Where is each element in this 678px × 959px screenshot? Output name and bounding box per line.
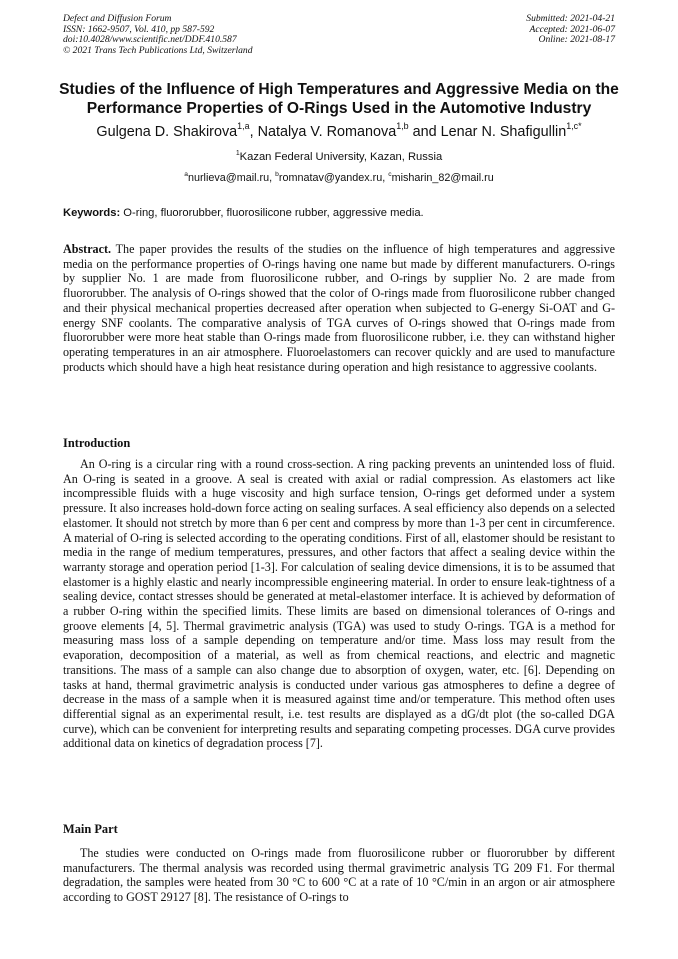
abstract-label: Abstract.	[63, 242, 112, 256]
submitted-date: Submitted: 2021-04-21	[526, 13, 615, 24]
section-heading-introduction: Introduction	[63, 436, 131, 450]
author-emails	[40, 171, 638, 185]
paper-title: Studies of the Influence of High Temperatures and Aggressive Media on the Performance Properties of O-Rings Used in the Automotive Industry	[59, 81, 619, 117]
introduction-paragraph: An O-ring is a circular ring with a round cross-section. A ring packing prevents an unintended loss of fluid. An O-ring is seated in a groove. A seal is created with axial or radial compression. As elastomers act like incompressible fluids with a huge viscosity and high surface tension, O-rings get deformed under a system pressure. It also increases hold-down force acting on sealing surfaces. A seal efficiency also depends on a selected elastomer. It should not stretch by more than 6 per cent and compress by more than 1-3 per cent in circumference. A material of O-ring is selected according to the operating conditions. First of all, elastomer should be resistant to media in the range of medium temperatures, pressures, and other factors that affect a sealing device within the warranty storage and operation period [1-3]. For calculation of sealing device dimensions, it is to be assumed that elastomer is a highly elastic and nearly incompressible engineering material. In order to ensure leak-tightness of a sealing device, contact stresses should be generated at metal-elastomer interface. It is achieved by deformation of a rubber O-ring within the specified limits. These limits are based on dimensional tolerances of O-rings and groove elements [4, 5]. Thermal gravimetric analysis (TGA) was used to study O-rings. TGA is a method for measuring mass loss of a sample depending on temperature and/or time. Mass loss may result from the evaporation, decomposition of a material, as well as from chemical reactions, and electric and magnetic transitions. The mass of a sample can also change due to absorption of oxygen, water, etc. [6]. Depending on tasks at hand, thermal gravimetric analysis is conducted under various gas atmospheres to define a degree of decrease in the mass of a sample when it is measured against time and/or temperature. This method often uses differential signal as an experimental result, i.e. test results are displayed as a dG/dt plot (the so-called DGA curve), which can be convenient for interpreting results and separating competing processes. DGA curve provides additional data on kinetics of degradation process [7].	[63, 457, 615, 751]
abstract-text: The paper provides the results of the studies on the influence of high temperatures and aggressive media on the performance properties of O-rings having one name but made by different manufacturers. O-rings by supplier No. 1 are made from fluorosilicone rubber, and O-rings by supplier No. 2 are made from fluororubber. The analysis of O-rings showed that the color of O-rings made from fluorosilicone rubber changed and their physical mechanical properties decreased after operation when subjected to G-energy Si-OAT and G-energy SNF coolants. The comparative analysis of TGA curves of O-rings showed that O-rings made from fluororubber were more heat stable than O-rings made from fluorosilicone rubber, i.e. they can withstand higher operating temperatures in an air atmosphere. Fluoroelastomers can recover quickly and are used to manufacture products which should have a high heat resistance during operation and high resistance to aggressive coolants.	[63, 242, 615, 374]
copyright: © 2021 Trans Tech Publications Ltd, Switzerland	[63, 44, 253, 56]
email-mark: a	[184, 170, 188, 178]
journal-name: Defect and Diffusion Forum	[63, 13, 172, 24]
affiliation	[40, 150, 638, 164]
issn-volume: ISSN: 1662-9507, Vol. 410, pp 587-592	[63, 23, 215, 35]
email-address: nurlieva@mail.ru,	[187, 172, 276, 184]
email-mark: c	[388, 170, 392, 178]
author-affiliation-mark: 1,a	[237, 121, 250, 132]
author-separator: and	[408, 124, 441, 140]
author-name: Natalya V. Romanova	[257, 124, 397, 140]
affiliation-mark: 1	[235, 149, 240, 157]
online-date: Online: 2021-08-17	[538, 34, 615, 46]
email-mark: b	[275, 170, 279, 178]
journal-info	[63, 14, 253, 56]
section-heading-main-part: Main Part	[63, 822, 118, 836]
author-affiliation-mark: 1,b	[396, 121, 409, 132]
affiliation-text: Kazan Federal University, Kazan, Russia	[239, 151, 443, 163]
keywords	[63, 206, 615, 220]
keywords-text: O-ring, fluororubber, fluorosilicone rubber, aggressive media.	[120, 207, 424, 219]
abstract	[63, 242, 615, 374]
main-part-paragraph: The studies were conducted on O-rings made from fluorosilicone rubber or fluororubber by different manufacturers. The thermal analysis was recorded using thermal gravimetric analysis TG 209 F1. For thermal degradation, the samples were heated from 30 °C to 600 °C at a rate of 10 °C/min in an argon or air atmosphere according to GOST 29127 [8]. The resistance of O-rings to	[63, 846, 615, 905]
author-separator: ,	[249, 124, 258, 140]
doi: doi:10.4028/www.scientific.net/DDF.410.587	[63, 34, 237, 46]
submission-dates	[526, 14, 615, 46]
author-name: Lenar N. Shafigullin	[440, 124, 567, 140]
keywords-label: Keywords:	[63, 207, 121, 219]
author-list	[30, 123, 648, 141]
email-address: romnatav@yandex.ru,	[278, 172, 389, 184]
author-name: Gulgena D. Shakirova	[96, 124, 238, 140]
author-affiliation-mark: 1,c*	[566, 121, 582, 132]
accepted-date: Accepted: 2021-06-07	[529, 23, 615, 35]
email-address: misharin_82@mail.ru	[391, 172, 494, 184]
